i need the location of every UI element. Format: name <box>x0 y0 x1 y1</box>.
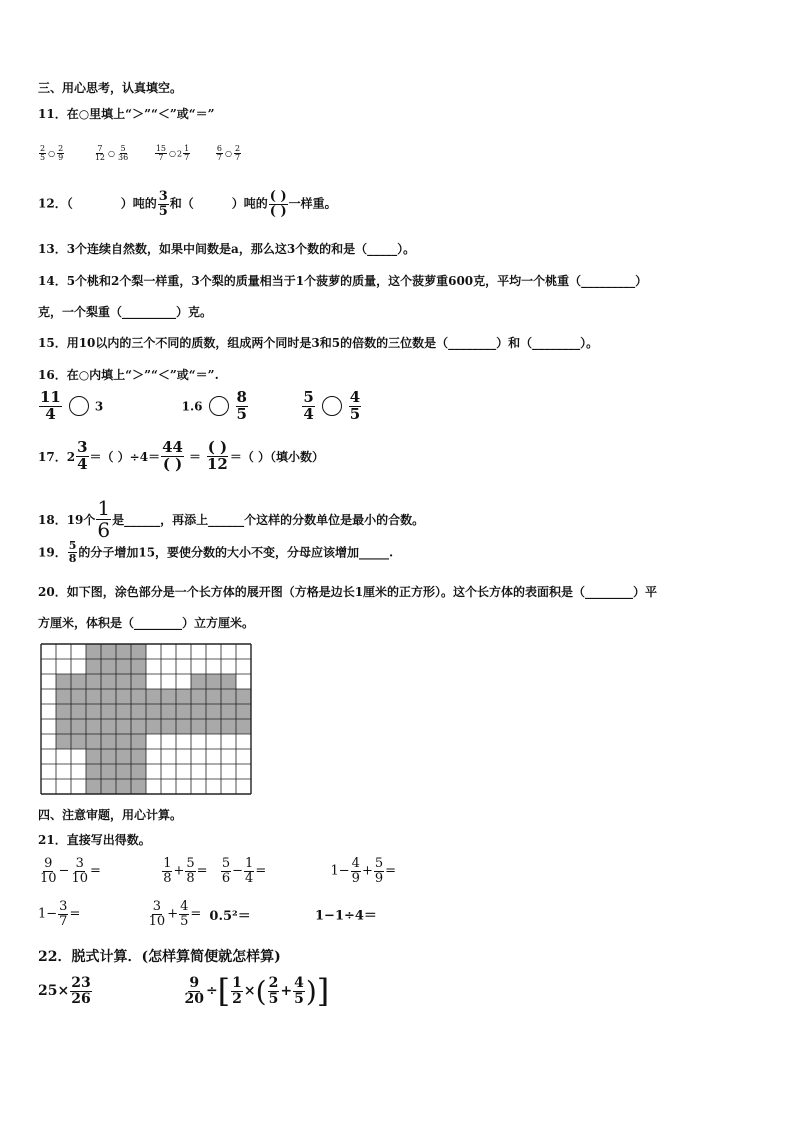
q11-circle: ○ <box>48 149 56 159</box>
q11-items: $\frac{2}{5}$ ○ $\frac{2}{9}$ $\frac{7}{12}$ ○ $\frac{5}{36}$ $\frac{15}{7}$ ○2 $\frac{1}{7}$ $\frac{6}{7}$ ○ $\frac{2}{7}$ <box>40 144 241 163</box>
shaded-cell <box>71 689 86 704</box>
q22-exprs: 25× $\frac{23}{26}$ $\frac{9}{20}$ ÷[ $\frac{1}{2}$ ×( $\frac{2}{5}$ + $\frac{4}{5}$ )] <box>38 972 330 1010</box>
q11-text: 11．在○里填上“＞”“＜”或“＝” <box>38 107 215 121</box>
shaded-cell <box>101 644 116 659</box>
q14-line2: 克，一个梨重（_________）克。 <box>38 305 213 319</box>
shaded-cell <box>116 689 131 704</box>
shaded-cell <box>86 704 101 719</box>
shaded-cell <box>86 779 101 794</box>
shaded-cell <box>101 749 116 764</box>
q14-line1: 14．5个桃和2个梨一样重，3个梨的质量相当于1个菠萝的质量，这个菠萝重600克，平均一个桃重（_________） <box>38 274 648 288</box>
shaded-cell <box>101 704 116 719</box>
shaded-cell <box>221 689 236 704</box>
shaded-cell <box>101 659 116 674</box>
q21-text: 21．直接写出得数。 <box>38 833 151 847</box>
q11-fraction: $\frac{1}{7}$ <box>184 144 190 163</box>
shaded-cell <box>101 779 116 794</box>
q22-text: 22．脱式计算．(怎样算简便就怎样算) <box>38 949 281 965</box>
q21-row2: 1− $\frac{3}{7}$ = $\frac{3}{10}$ + $\frac{4}{5}$ = 0.5²＝ 1−1÷4＝ <box>38 899 377 929</box>
shaded-cell <box>101 719 116 734</box>
shaded-cell <box>116 779 131 794</box>
q11-fraction: $\frac{2}{7}$ <box>234 144 241 163</box>
shaded-cell <box>191 704 206 719</box>
q18: 18．19个 $\frac{1}{6}$ 是______，再添上______个这样的分数单位是最小的合数。 <box>38 496 425 542</box>
shaded-cell <box>131 659 146 674</box>
shaded-cell <box>116 644 131 659</box>
shaded-cell <box>131 734 146 749</box>
q15: 15．用10以内的三个不同的质数，组成两个同时是3和5的倍数的三位数是（________）和（________）。 <box>38 336 599 350</box>
shaded-cell <box>56 674 71 689</box>
shaded-cell <box>146 689 161 704</box>
q11-fraction: $\frac{7}{12}$ <box>94 144 106 163</box>
shaded-cell <box>221 704 236 719</box>
shaded-cell <box>206 689 221 704</box>
q20-line2: 方厘米，体积是（________）立方厘米。 <box>38 616 255 630</box>
cuboid-net-grid <box>40 643 254 797</box>
shaded-cell <box>71 674 86 689</box>
q11-fraction: $\frac{2}{9}$ <box>58 144 64 163</box>
shaded-cell <box>221 674 236 689</box>
shaded-cell <box>146 704 161 719</box>
shaded-cell <box>131 704 146 719</box>
shaded-cell <box>131 674 146 689</box>
shaded-cell <box>56 734 71 749</box>
shaded-cell <box>101 734 116 749</box>
shaded-cell <box>161 704 176 719</box>
shaded-cell <box>56 689 71 704</box>
shaded-cell <box>131 779 146 794</box>
shaded-cell <box>146 719 161 734</box>
shaded-cell <box>191 689 206 704</box>
shaded-cell <box>176 689 191 704</box>
shaded-cell <box>86 749 101 764</box>
q12: 12．（ ）吨的 $\frac{3}{5}$ 和（ ）吨的 $\frac{( )}{( )}$ 一样重。 <box>38 189 337 219</box>
shaded-cell <box>101 674 116 689</box>
q11-circle: ○ <box>169 149 177 159</box>
q11-fraction: $\frac{5}{36}$ <box>118 144 129 163</box>
shaded-cell <box>206 704 221 719</box>
shaded-cell <box>56 719 71 734</box>
shaded-cell <box>71 704 86 719</box>
q13: 13．3个连续自然数，如果中间数是a，那么这3个数的和是（_____）。 <box>38 242 416 256</box>
shaded-cell <box>56 704 71 719</box>
compare-circle <box>322 396 342 416</box>
q20-line1: 20．如下图，涂色部分是一个长方体的展开图（方格是边长1厘米的正方形）。这个长方体的表面积是（________）平 <box>38 585 658 599</box>
shaded-cell <box>86 734 101 749</box>
q11-circle: ○ <box>224 149 232 159</box>
shaded-cell <box>116 749 131 764</box>
shaded-cell <box>86 659 101 674</box>
shaded-cell <box>131 644 146 659</box>
shaded-cell <box>101 689 116 704</box>
shaded-cell <box>236 704 251 719</box>
shaded-cell <box>116 659 131 674</box>
q11-fraction: $\frac{6}{7}$ <box>216 144 222 163</box>
q21-row1: $\frac{9}{10}$ − $\frac{3}{10}$ = $\frac{1}{8}$ + $\frac{5}{8}$ = $\frac{5}{6}$ − $\frac{1}{4}$ = 1− $\frac{4}{9}$ + $\frac{5}{9}$ = <box>40 856 397 886</box>
shaded-cell <box>116 704 131 719</box>
shaded-cell <box>236 719 251 734</box>
q11-fraction: $\frac{15}{7}$ <box>155 144 167 163</box>
shaded-cell <box>131 764 146 779</box>
shaded-cell <box>131 749 146 764</box>
shaded-cell <box>206 674 221 689</box>
q11-circle: ○ <box>108 149 115 159</box>
shaded-cell <box>191 719 206 734</box>
shaded-cell <box>71 734 86 749</box>
shaded-cell <box>116 734 131 749</box>
shaded-cell <box>191 674 206 689</box>
q19: 19． $\frac{5}{8}$ 的分子增加15，要使分数的大小不变，分母应该增加_____. <box>38 539 394 565</box>
shaded-cell <box>86 644 101 659</box>
shaded-cell <box>161 719 176 734</box>
q11-fraction: $\frac{2}{5}$ <box>40 144 46 163</box>
shaded-cell <box>86 674 101 689</box>
q16-items: $\frac{11}{4}$ 3 1.6 $\frac{8}{5}$ $\frac{5}{4}$ $\frac{4}{5}$ <box>40 388 361 423</box>
section4-heading: 四、注意审题，用心计算。 <box>38 808 183 822</box>
compare-circle <box>69 396 89 416</box>
shaded-cell <box>116 674 131 689</box>
shaded-cell <box>86 764 101 779</box>
shaded-cell <box>206 719 221 734</box>
shaded-cell <box>221 719 236 734</box>
compare-circle <box>209 396 229 416</box>
shaded-cell <box>86 689 101 704</box>
section3-heading: 三、用心思考，认真填空。 <box>38 81 183 95</box>
shaded-cell <box>86 719 101 734</box>
shaded-cell <box>176 719 191 734</box>
shaded-cell <box>116 719 131 734</box>
shaded-cell <box>161 689 176 704</box>
shaded-cell <box>236 689 251 704</box>
shaded-cell <box>116 764 131 779</box>
shaded-cell <box>71 719 86 734</box>
q16-text: 16．在○内填上“＞”“＜”或“＝”. <box>38 368 219 382</box>
shaded-cell <box>101 764 116 779</box>
shaded-cell <box>131 719 146 734</box>
q17: 17．2 $\frac{3}{4}$ ＝（ ）÷4＝ $\frac{44}{( )}$ ＝ $\frac{( )}{12}$ ＝（ ）（填小数） <box>38 438 325 473</box>
shaded-cell <box>176 704 191 719</box>
shaded-cell <box>131 689 146 704</box>
